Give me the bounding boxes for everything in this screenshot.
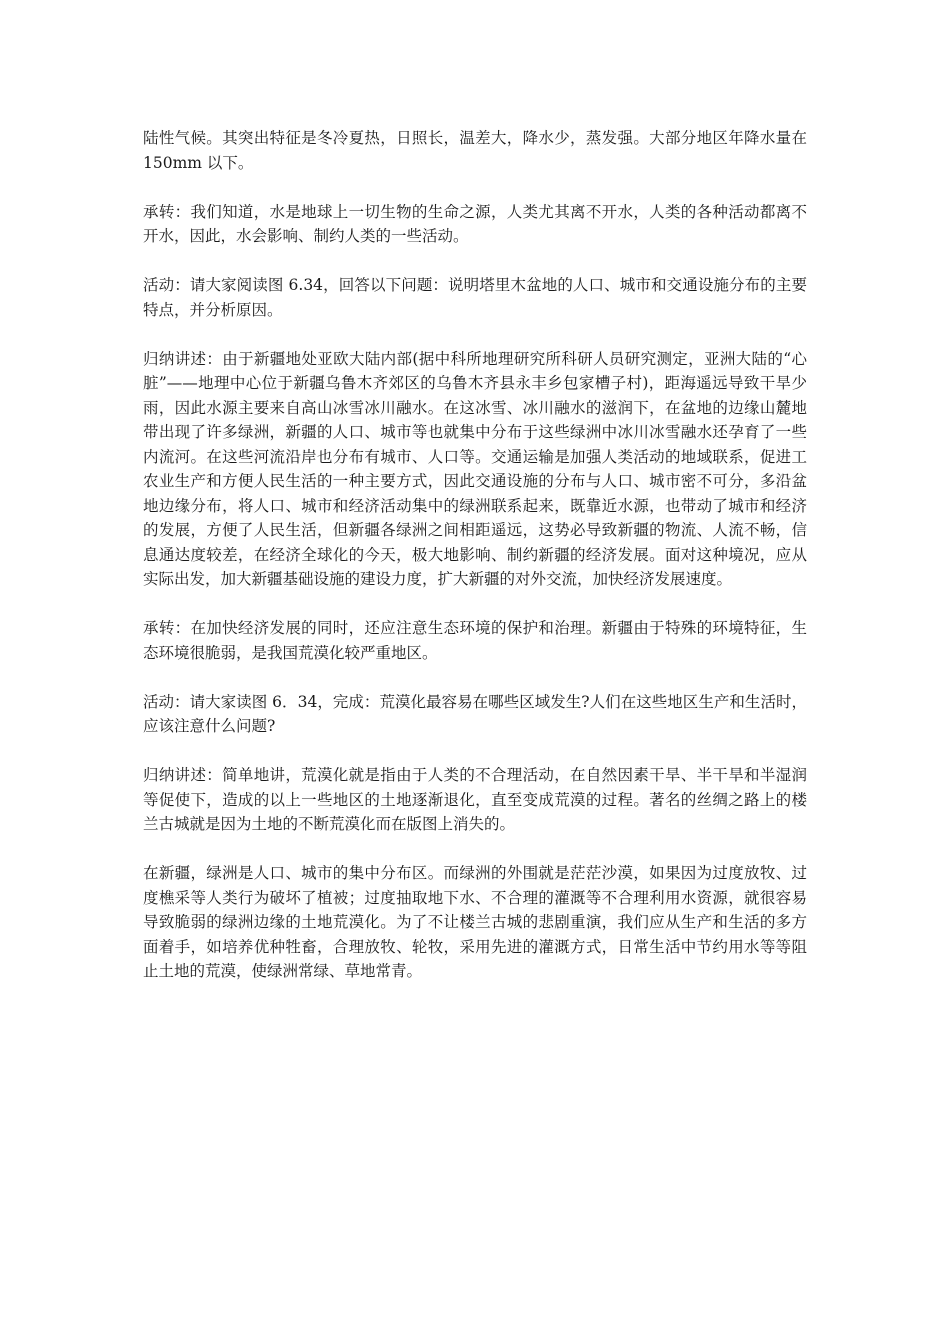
paragraph-transition-water: 承转：我们知道，水是地球上一切生物的生命之源，人类尤其离不开水，人类的各种活动都离不开水，因此，水会影响、制约人类的一些活动。 — [143, 202, 807, 245]
paragraph-transition-ecology: 承转：在加快经济发展的同时，还应注意生态环境的保护和治理。新疆由于特殊的环境特征，生态环境很脆弱，是我国荒漠化较严重地区。 — [143, 619, 807, 662]
paragraph-activity-tarim: 活动：请大家阅读图 6.34，回答以下问题：说明塔里木盆地的人口、城市和交通设施分布的主要特点，并分析原因。 — [143, 276, 807, 319]
paragraph-summary-xinjiang: 归纳讲述：由于新疆地处亚欧大陆内部(据中科所地理研究所科研人员研究测定，亚洲大陆的“心脏”——地理中心位于新疆乌鲁木齐郊区的乌鲁木齐县永丰乡包家槽子村)，距海遥远导致干旱少雨，因此水源主要来自高山冰雪冰川融水。在这冰雪、冰川融水的滋润下，在盆地的边缘山麓地带出现了许多绿洲，新疆的人口、城市等也就集中分布于这些绿洲中冰川冰雪融水还孕育了一些内流河。在这些河流沿岸也分布有城市、人口等。交通运输是加强人类活动的地域联系，促进工农业生产和方便人民生活的一种主要方式，因此交通设施的分布与人口、城市密不可分，多沿盆地边缘分布，将人口、城市和经济活动集中的绿洲联系起来，既靠近水源，也带动了城市和经济的发展，方便了人民生活，但新疆各绿洲之间相距遥远，这势必导致新疆的物流、人流不畅，信息通达度较差，在经济全球化的今天，极大地影响、制约新疆的经济发展。面对这种境况，应从实际出发，加大新疆基础设施的建设力度，扩大新疆的对外交流，加快经济发展速度。 — [143, 349, 807, 588]
paragraph-summary-desertification: 归纳讲述：简单地讲，荒漠化就是指由于人类的不合理活动，在自然因素干旱、半干旱和半湿润等促使下，造成的以上一些地区的土地逐渐退化，直至变成荒漠的过程。著名的丝绸之路上的楼兰古城就是因为土地的不断荒漠化而在版图上消失的。 — [143, 766, 807, 833]
paragraph-oasis: 在新疆，绿洲是人口、城市的集中分布区。而绿洲的外围就是茫茫沙漠，如果因为过度放牧、过度樵采等人类行为破坏了植被；过度抽取地下水、不合理的灌溉等不合理利用水资源，就很容易导致脆弱的绿洲边缘的土地荒漠化。为了不让楼兰古城的悲剧重演，我们应从生产和生活的多方面着手，如培养优种牲畜，合理放牧、轮牧，采用先进的灌溉方式，日常生活中节约用水等等阻止土地的荒漠，使绿洲常绿、草地常青。 — [143, 864, 807, 980]
document-body — [143, 126, 807, 1008]
paragraph-climate: 陆性气候。其突出特征是冬冷夏热，日照长，温差大，降水少，蒸发强。大部分地区年降水量在 150mm 以下。 — [143, 129, 807, 172]
paragraph-activity-desertification: 活动：请大家读图 6．34，完成：荒漠化最容易在哪些区域发生?人们在这些地区生产和生活时，应该注意什么问题? — [143, 692, 807, 735]
